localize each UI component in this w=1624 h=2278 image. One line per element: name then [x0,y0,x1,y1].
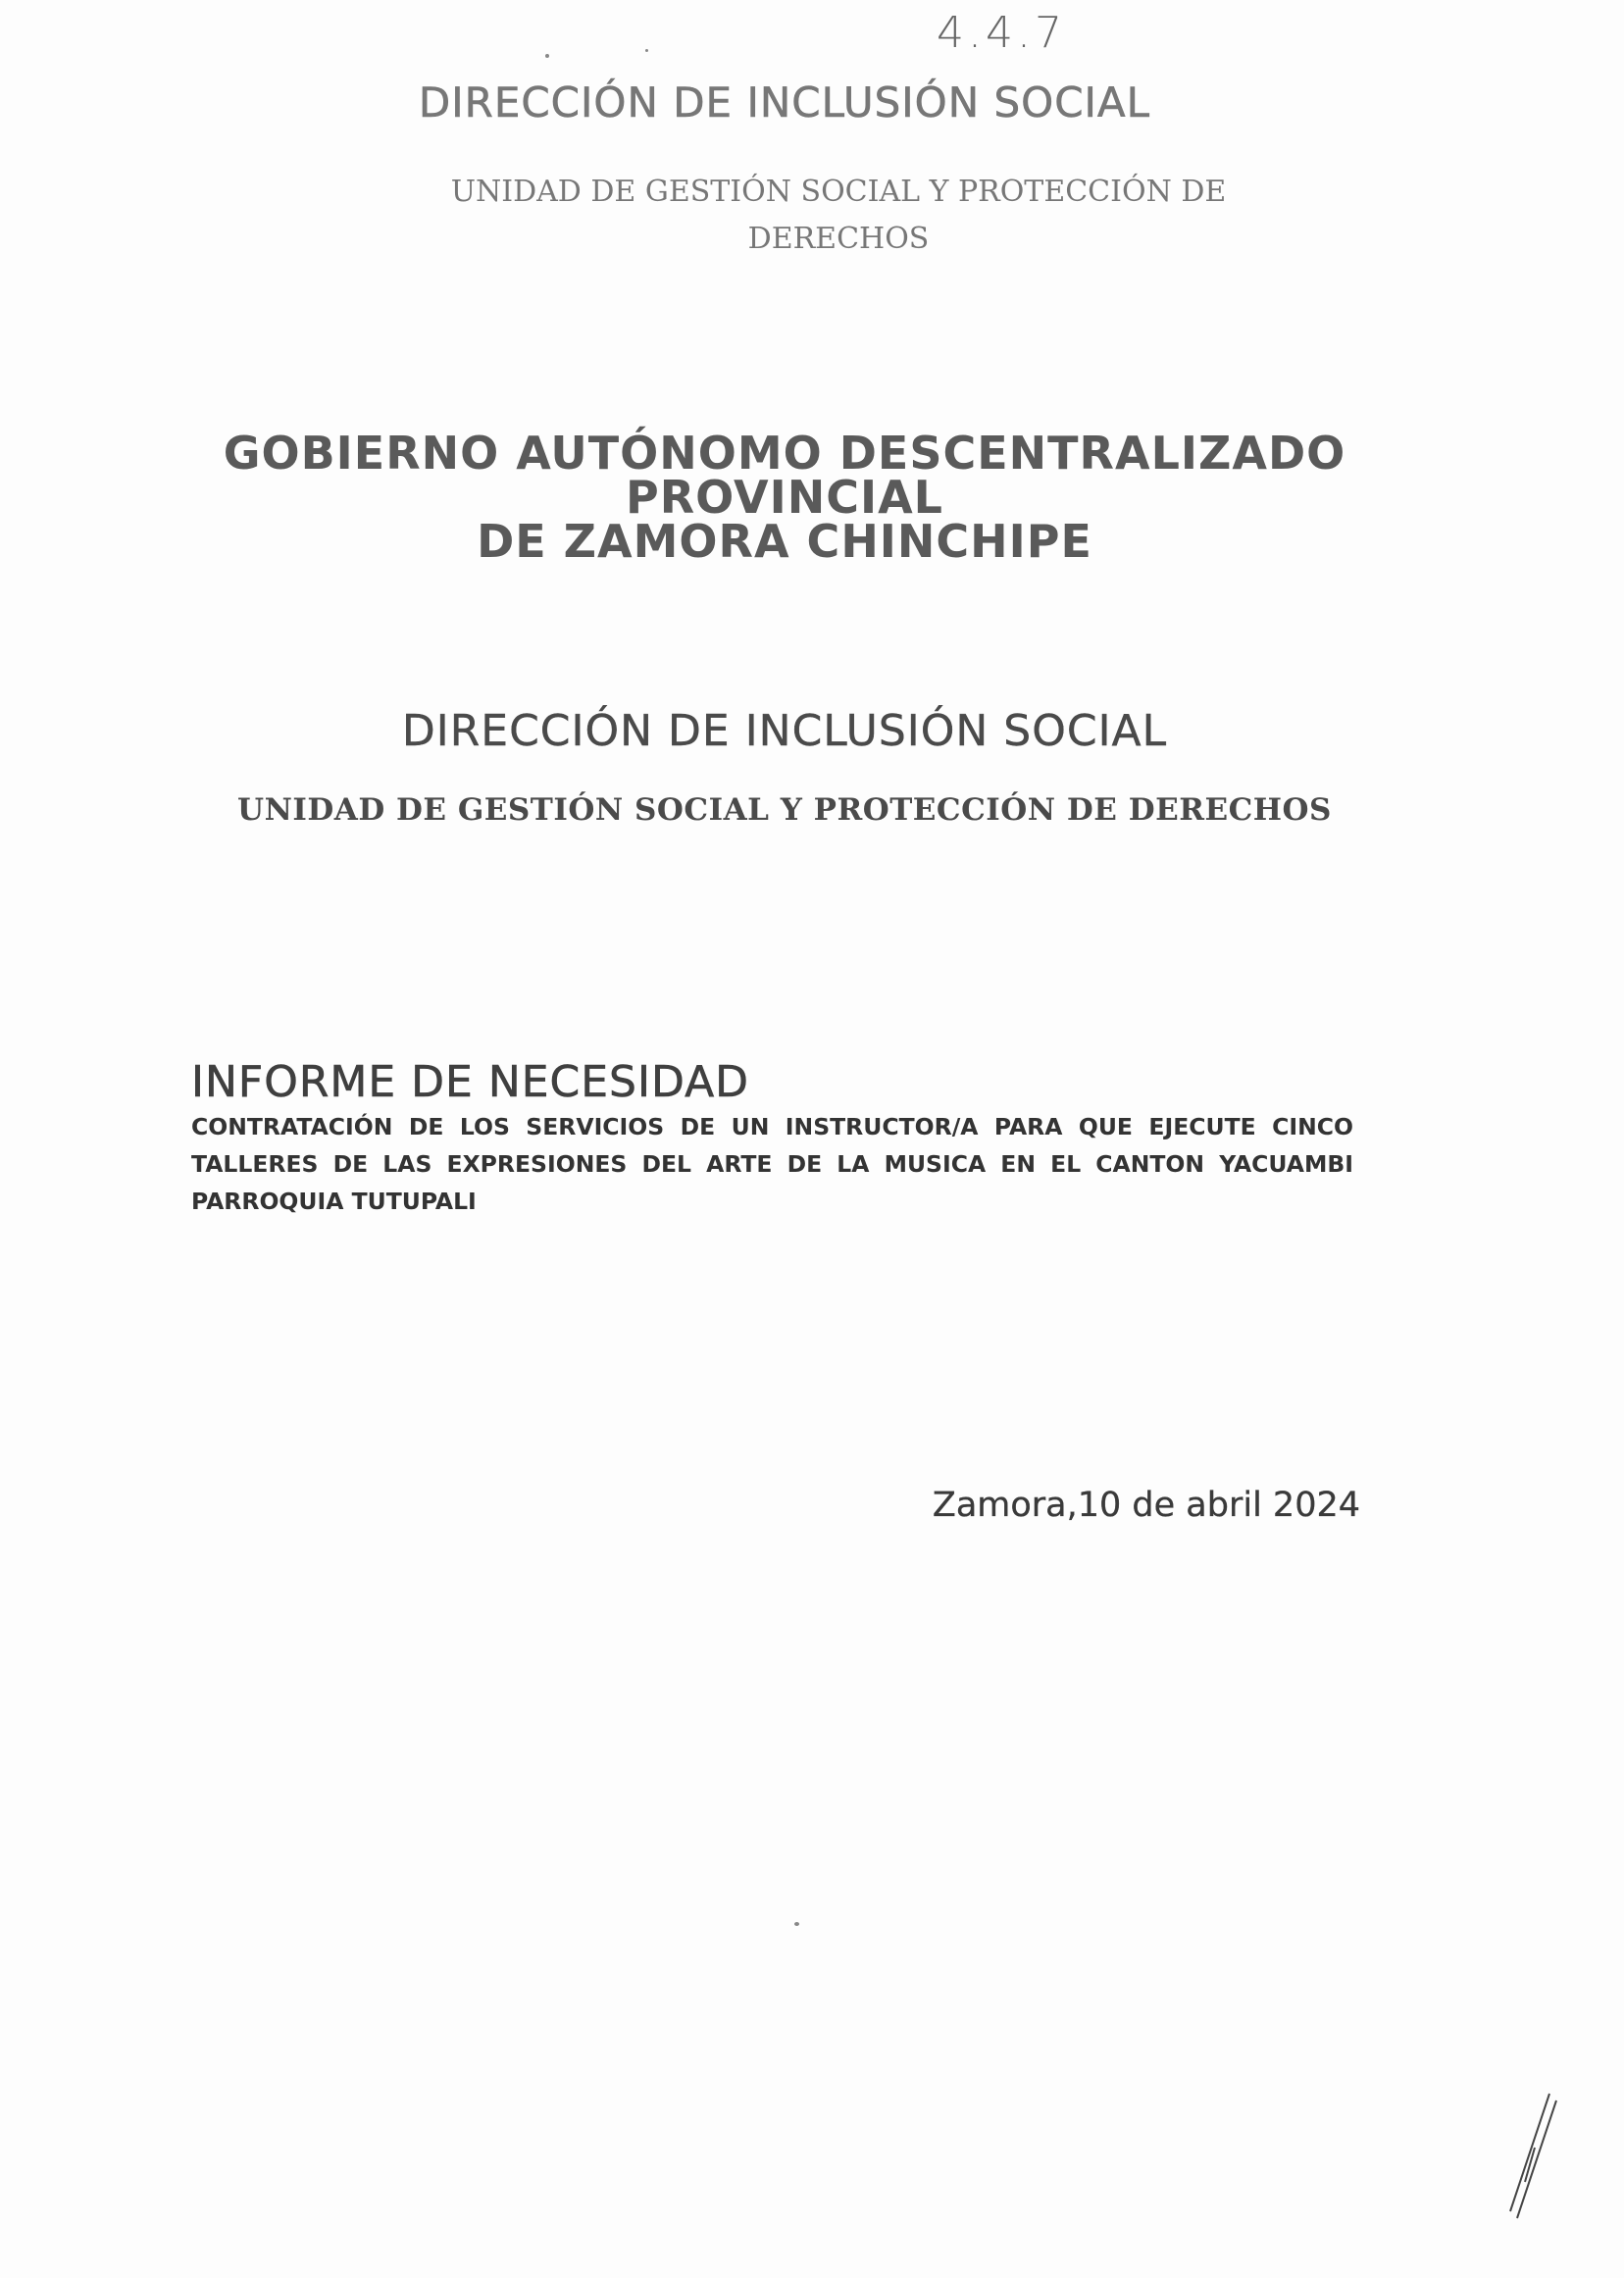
gobierno-title [147,427,1422,568]
header-unidad-subtitle [373,169,1304,263]
direccion-title: DIRECCIÓN DE INCLUSIÓN SOCIAL [401,706,1168,756]
scan-speck [545,54,549,58]
document-date: Zamora,10 de abril 2024 [932,1486,1360,1525]
gobierno-line-3: DE ZAMORA CHINCHIPE [477,515,1092,568]
scan-speck [794,1922,799,1926]
header-direccion-title: DIRECCIÓN DE INCLUSIÓN SOCIAL [418,78,1151,127]
header-unidad-line-1: UNIDAD DE GESTIÓN SOCIAL Y PROTECCIÓN DE [450,175,1227,209]
header-unidad-line-2: DERECHOS [747,222,930,256]
informe-description: CONTRATACIÓN DE LOS SERVICIOS DE UN INSTRUCTOR/A PARA QUE EJECUTE CINCO TALLERES DE LAS EXPRESIONES DEL ARTE DE LA MUSICA EN EL CANTON YACUAMBI PARROQUIA TUTUPALI [191,1113,1353,1215]
informe-title: INFORME DE NECESIDAD [191,1057,750,1107]
scan-speck [645,49,648,52]
unidad-subtitle: UNIDAD DE GESTIÓN SOCIAL Y PROTECCIÓN DE DERECHOS [237,792,1332,828]
gobierno-line-1: GOBIERNO AUTÓNOMO DESCENTRALIZADO [223,427,1346,480]
signature-stroke-mark [1496,2089,1564,2221]
handwritten-folio-number: 4.4.7 [937,8,1066,58]
gobierno-line-2: PROVINCIAL [625,471,943,524]
